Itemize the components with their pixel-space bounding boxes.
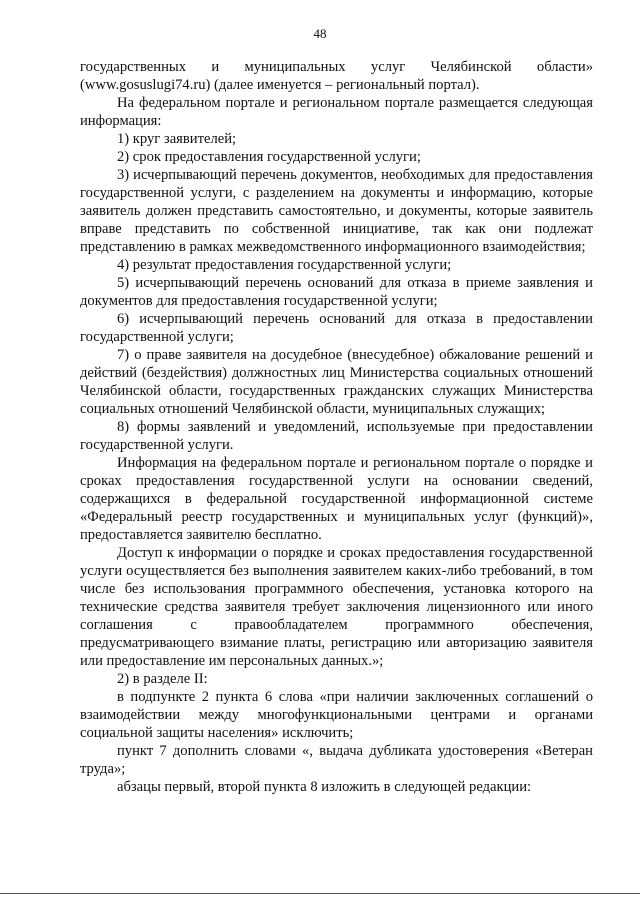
paragraph: 3) исчерпывающий перечень документов, необходимых для предоставления государственной услуги, с разделением на документы и информацию, которые заявитель должен представить самостоятельно, и документы, которые заявитель вправе представить по собственной инициативе, так как они подлежат представлению в рамках межведомственного информационного взаимодействия; xyxy=(80,167,593,255)
paragraph: 2) срок предоставления государственной услуги; xyxy=(117,149,421,165)
paragraph: 1) круг заявителей; xyxy=(117,131,237,147)
paragraph: в подпункте 2 пункта 6 слова «при наличии заключенных соглашений о взаимодействии между многофункциональными центрами и органами социальной защиты населения» исключить; xyxy=(80,689,593,741)
paragraph: пункт 7 дополнить словами «, выдача дубликата удостоверения «Ветеран труда»; xyxy=(80,743,593,777)
paragraph: 7) о праве заявителя на досудебное (внесудебное) обжалование решений и действий (бездействия) должностных лиц Министерства социальных отношений Челябинской области, государственных гражданских служащих Министерства социальных отношений Челябинской области, муниципальных служащих; xyxy=(80,347,593,417)
paragraph: 8) формы заявлений и уведомлений, используемые при предоставлении государственной услуги. xyxy=(80,419,593,453)
paragraph: 2) в разделе II: xyxy=(117,671,208,687)
paragraph: 6) исчерпывающий перечень оснований для отказа в предоставлении государственной услуги; xyxy=(80,311,593,345)
paragraph: Информация на федеральном портале и региональном портале о порядке и сроках предоставления государственной услуги на основании сведений, содержащихся в федеральной государственной информационной системе «Федеральный реестр государственных и муниципальных услуг (функций)», предоставляется заявителю бесплатно. xyxy=(80,455,593,543)
page-number: 48 xyxy=(313,26,327,41)
paragraph: 5) исчерпывающий перечень оснований для отказа в приеме заявления и документов для предоставления государственной услуги; xyxy=(80,275,593,309)
paragraph: 4) результат предоставления государственной услуги; xyxy=(117,257,452,273)
paragraph: На федеральном портале и региональном портале размещается следующая информация: xyxy=(80,95,593,129)
paragraph: абзацы первый, второй пункта 8 изложить в следующей редакции: xyxy=(117,779,532,795)
paragraph: государственных и муниципальных услуг Челябинской области» (www.gosuslugi74.ru) (далее именуется – региональный портал). xyxy=(80,59,593,93)
paragraph: Доступ к информации о порядке и сроках предоставления государственной услуги осуществляется без выполнения заявителем каких-либо требований, в том числе без использования программного обеспечения, установка которого на технические средства заявителя требует заключения лицензионного или иного соглашения с правообладателем программного обеспечения, предусматривающего взимание платы, регистрацию или авторизацию заявителя или предоставление им персональных данных.»; xyxy=(80,545,593,669)
footer-divider xyxy=(0,893,640,894)
document-body xyxy=(80,58,593,796)
